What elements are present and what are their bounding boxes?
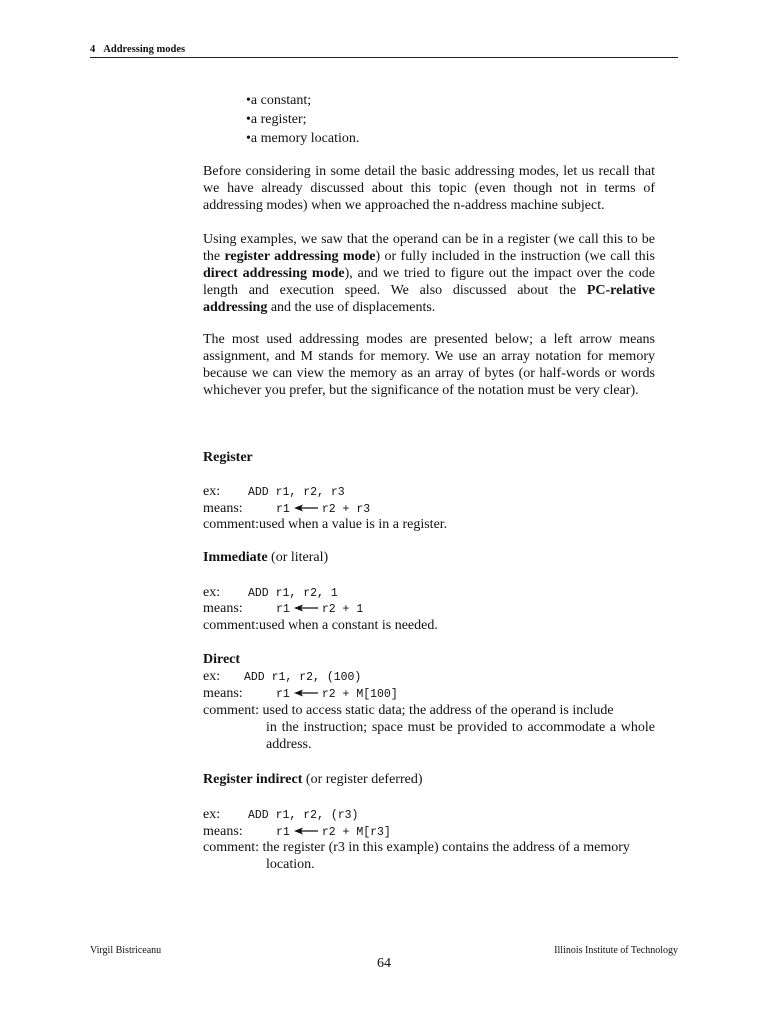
footer-institution: Illinois Institute of Technology xyxy=(554,945,678,956)
example-code: ADD r1, r2, 1 xyxy=(248,587,338,600)
term-register-addressing: register addressing mode xyxy=(224,249,376,264)
text-run: ) or fully included in the instruction (we call this xyxy=(375,249,655,264)
bullet-list xyxy=(246,91,359,148)
left-arrow-icon xyxy=(294,688,318,698)
ex-label: ex: xyxy=(203,484,221,499)
text-run: ), and we tried to figure out the impact over the code length and execution speed. We also discussed about the xyxy=(203,266,655,298)
list-item: • a register; xyxy=(246,110,359,129)
running-header xyxy=(90,44,678,58)
means-label: means: xyxy=(203,601,243,616)
means-rhs: r2 + r3 xyxy=(321,503,371,516)
comment-label: comment: xyxy=(203,517,259,532)
paragraph-modes-intro: The most used addressing modes are presented below; a left arrow means assignment, and M stands for memory. We use an array notation for memory because we can view the memory as an array of bytes (or half-words or words whichever you prefer, but the significance of the notation must be very clear). xyxy=(203,332,655,398)
ex-label: ex: xyxy=(203,585,221,600)
comment-label: comment: xyxy=(203,618,259,633)
left-arrow-icon xyxy=(294,826,318,836)
paragraph-intro: Before considering in some detail the basic addressing modes, let us recall that we have already discussed about this topic (even though not in terms of addressing modes) when we approached the n-address machine subject. xyxy=(203,164,655,213)
means-label: means: xyxy=(203,686,243,701)
mode-title-text: Register indirect xyxy=(203,772,303,787)
mode-subtitle: (or literal) xyxy=(267,550,329,565)
example-line xyxy=(203,668,361,686)
term-direct-addressing: direct addressing mode xyxy=(203,266,345,281)
means-rhs: r2 + M[100] xyxy=(321,688,398,701)
page-number: 64 xyxy=(377,956,391,971)
mode-title-text: Direct xyxy=(203,652,241,667)
means-rhs: r2 + 1 xyxy=(321,603,364,616)
comment-text: used when a value is in a register. xyxy=(259,517,448,532)
comment-label: comment: xyxy=(203,840,259,855)
text-run: and the use of displacements. xyxy=(267,300,436,315)
means-lhs: r1 xyxy=(276,603,290,616)
means-lhs: r1 xyxy=(276,688,290,701)
means-line xyxy=(203,685,398,703)
mode-title-text: Immediate xyxy=(203,550,268,565)
comment-continuation: location. xyxy=(266,857,315,872)
footer-author: Virgil Bistriceanu xyxy=(90,945,162,956)
mode-title xyxy=(203,549,328,566)
text-run: Using examples, we saw that the operand can be in a register (we call this to be the xyxy=(203,232,655,264)
mode-title-text: Register xyxy=(203,450,253,465)
comment-label: comment: xyxy=(203,703,259,718)
example-code: ADD r1, r2, r3 xyxy=(248,486,345,499)
list-item: • a constant; xyxy=(246,91,359,110)
mode-title xyxy=(203,771,423,788)
mode-title xyxy=(203,449,253,466)
comment-line xyxy=(203,839,630,856)
left-arrow-icon xyxy=(294,603,318,613)
list-item: • a memory location. xyxy=(246,129,359,148)
example-line xyxy=(203,806,358,824)
term-pc-relative: PC-relative addressing xyxy=(203,283,655,315)
mode-title xyxy=(203,651,240,668)
ex-label: ex: xyxy=(203,807,221,822)
chapter-title: Addressing modes xyxy=(103,44,186,55)
comment-text: used when a constant is needed. xyxy=(259,618,438,633)
means-rhs: r2 + M[r3] xyxy=(321,826,391,839)
mode-subtitle: (or register deferred) xyxy=(302,772,423,787)
paragraph-examples xyxy=(203,231,655,316)
means-line xyxy=(203,600,363,618)
comment-line xyxy=(203,617,438,634)
means-lhs: r1 xyxy=(276,826,290,839)
comment-continuation: in the instruction; space must be provided to accommodate a whole address. xyxy=(266,720,655,752)
ex-label: ex: xyxy=(203,669,221,684)
comment-line xyxy=(203,702,614,719)
means-lhs: r1 xyxy=(276,503,290,516)
example-line xyxy=(203,483,345,501)
example-code: ADD r1, r2, (100) xyxy=(244,671,362,684)
comment-text: used to access static data; the address of the operand is include xyxy=(262,703,614,718)
comment-text: the register (r3 in this example) contains the address of a memory xyxy=(262,840,630,855)
left-arrow-icon xyxy=(294,503,318,513)
example-code: ADD r1, r2, (r3) xyxy=(248,809,359,822)
comment-line xyxy=(203,516,447,533)
means-label: means: xyxy=(203,501,243,516)
means-label: means: xyxy=(203,824,243,839)
chapter-number: 4 xyxy=(90,44,96,55)
